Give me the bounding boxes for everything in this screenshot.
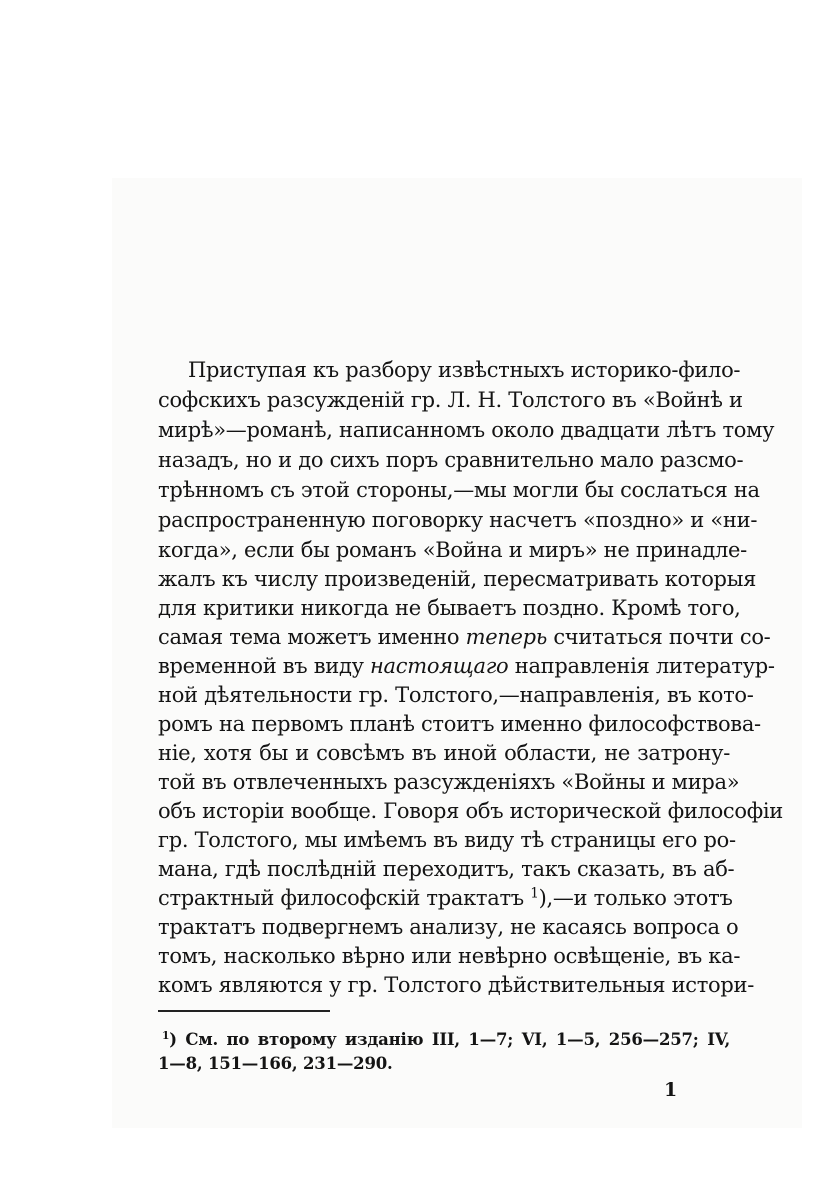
text-segment: направленiя литератур- [508,654,775,678]
text-segment: самая тема можетъ именно [158,625,466,649]
footnote-text: ) См. по второму изданiю III, 1—7; VI, 1—5, 256—257; IV, [169,1030,730,1049]
text-line: софскихъ разсужденiй гр. Л. Н. Толстого въ «Войнѣ и [158,388,743,412]
text-line: ной дѣятельности гр. Толстого,—направленiя, въ кото- [158,683,754,707]
text-line [158,883,733,913]
text-line: когда», если бы романъ «Война и миръ» не принадле- [158,538,747,562]
text-line: трѣнномъ съ этой стороны,—мы могли бы сослаться на [158,478,760,502]
footnote-reference[interactable]: 1 [530,885,539,902]
text-line: мирѣ»—романѣ, написанномъ около двадцати лѣтъ тому [158,418,775,442]
emphasized-word: настоящаго [370,654,509,678]
text-segment: ),—и только этотъ [538,886,733,910]
text-line: распространенную поговорку насчетъ «поздно» и «ни- [158,508,758,532]
footnote-marker: 1 [162,1029,170,1043]
footnote-divider [158,1010,330,1012]
text-line: мана, гдѣ послѣднiй переходитъ, такъ сказать, въ аб- [158,857,735,881]
text-line: томъ, насколько вѣрно или невѣрно освѣщенiе, въ ка- [158,944,741,968]
text-line: нiе, хотя бы и совсѣмъ въ иной области, не затрону- [158,741,730,765]
text-segment: считаться почти со- [546,625,771,649]
text-line [158,651,775,681]
text-line: Приступая къ разбору извѣстныхъ историко-фило- [188,358,741,382]
text-line: ромъ на первомъ планѣ стоитъ именно философствова- [158,712,761,736]
text-line: жалъ къ числу произведенiй, пересматривать которыя [158,567,757,591]
text-line: для критики никогда не бываетъ поздно. Кромѣ того, [158,596,741,620]
emphasized-word: теперь [465,625,547,649]
text-line: комъ являются у гр. Толстого дѣйствительныя истори- [158,973,755,997]
text-line: объ исторiи вообще. Говоря объ исторической философiи [158,799,783,823]
footnote-line: 1—8, 151—166, 231—290. [158,1054,393,1073]
footnote-line [162,1028,730,1052]
text-line: той въ отвлеченныхъ разсужденiяхъ «Войны и мира» [158,770,740,794]
text-segment: страктный философскiй трактатъ [158,886,531,910]
page-number: 1 [664,1079,678,1101]
text-line: гр. Толстого, мы имѣемъ въ виду тѣ страницы его ро- [158,828,736,852]
text-line: трактатъ подвергнемъ анализу, не касаясь вопроса о [158,915,739,939]
text-line [158,622,771,652]
text-line: назадъ, но и до сихъ поръ сравнительно мало разсмо- [158,448,744,472]
text-segment: временной въ виду [158,654,371,678]
